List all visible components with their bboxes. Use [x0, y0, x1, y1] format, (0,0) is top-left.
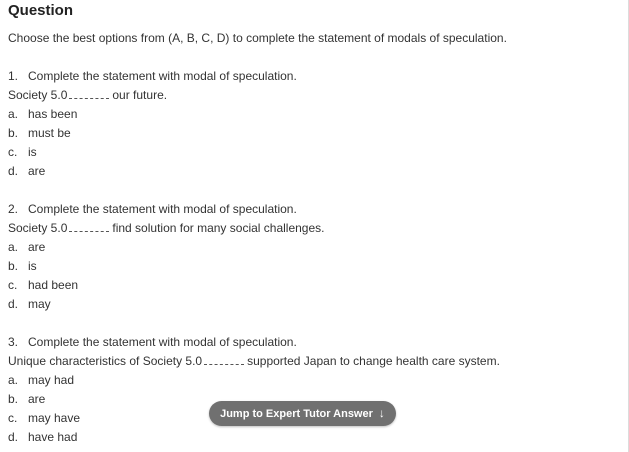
question-3-option-d[interactable] [8, 429, 77, 445]
question-2-option-d[interactable] [8, 296, 51, 312]
instructions-text: Choose the best options from (A, B, C, D) to complete the statement of modals of speculation. [8, 31, 507, 45]
question-1-blank [69, 97, 109, 99]
option-letter: b. [8, 392, 19, 406]
option-text: are [28, 164, 46, 178]
jump-button-label: Jump to Expert Tutor Answer [220, 408, 373, 420]
question-2-option-c[interactable] [8, 277, 78, 293]
question-2-option-b[interactable] [8, 258, 37, 274]
question-1-prompt-text: Complete the statement with modal of speculation. [28, 69, 297, 83]
option-text: has been [28, 107, 78, 121]
question-3-prompt-text: Complete the statement with modal of speculation. [28, 335, 297, 349]
question-1-number: 1. [8, 69, 19, 83]
question-2-number: 2. [8, 202, 19, 216]
page-title: Question [8, 2, 74, 19]
question-1-prompt [8, 68, 297, 84]
option-letter: c. [8, 278, 18, 292]
option-text: must be [28, 126, 71, 140]
question-1-option-d[interactable] [8, 163, 45, 179]
option-text: is [28, 259, 37, 273]
question-3-stem-before: Unique characteristics of Society 5.0 [8, 354, 203, 368]
option-letter: d. [8, 297, 19, 311]
question-1-stem-after: our future. [112, 88, 168, 102]
option-text: is [28, 145, 37, 159]
question-1-stem [8, 87, 167, 103]
question-3-stem [8, 353, 500, 369]
question-2-stem [8, 220, 325, 236]
question-3-blank [204, 363, 244, 365]
question-1-option-c[interactable] [8, 144, 37, 160]
option-letter: b. [8, 259, 19, 273]
option-letter: c. [8, 411, 18, 425]
question-3-stem-after: supported Japan to change health care system. [247, 354, 500, 368]
option-letter: a. [8, 240, 19, 254]
arrow-down-icon: ↓ [378, 406, 385, 420]
question-2-option-a[interactable] [8, 239, 45, 255]
option-letter: a. [8, 107, 19, 121]
question-3-prompt [8, 334, 297, 350]
option-text: had been [28, 278, 79, 292]
jump-to-answer-button[interactable] [209, 401, 396, 426]
question-1-option-b[interactable] [8, 125, 71, 141]
question-2-prompt [8, 201, 297, 217]
option-text: may [28, 297, 51, 311]
option-text: are [28, 392, 46, 406]
question-2-prompt-text: Complete the statement with modal of speculation. [28, 202, 297, 216]
question-2-blank [69, 230, 109, 232]
question-1-option-a[interactable] [8, 106, 77, 122]
option-text: may have [28, 411, 81, 425]
question-2-stem-after: find solution for many social challenges. [112, 221, 325, 235]
option-text: may had [28, 373, 75, 387]
question-2-stem-before: Society 5.0 [8, 221, 68, 235]
question-1-stem-before: Society 5.0 [8, 88, 68, 102]
option-letter: a. [8, 373, 19, 387]
option-text: have had [28, 430, 78, 444]
option-letter: d. [8, 430, 19, 444]
option-text: are [28, 240, 46, 254]
question-3-option-c[interactable] [8, 410, 80, 426]
question-3-option-a[interactable] [8, 372, 74, 388]
option-letter: c. [8, 145, 18, 159]
option-letter: d. [8, 164, 19, 178]
question-3-number: 3. [8, 335, 19, 349]
question-3-option-b[interactable] [8, 391, 45, 407]
option-letter: b. [8, 126, 19, 140]
